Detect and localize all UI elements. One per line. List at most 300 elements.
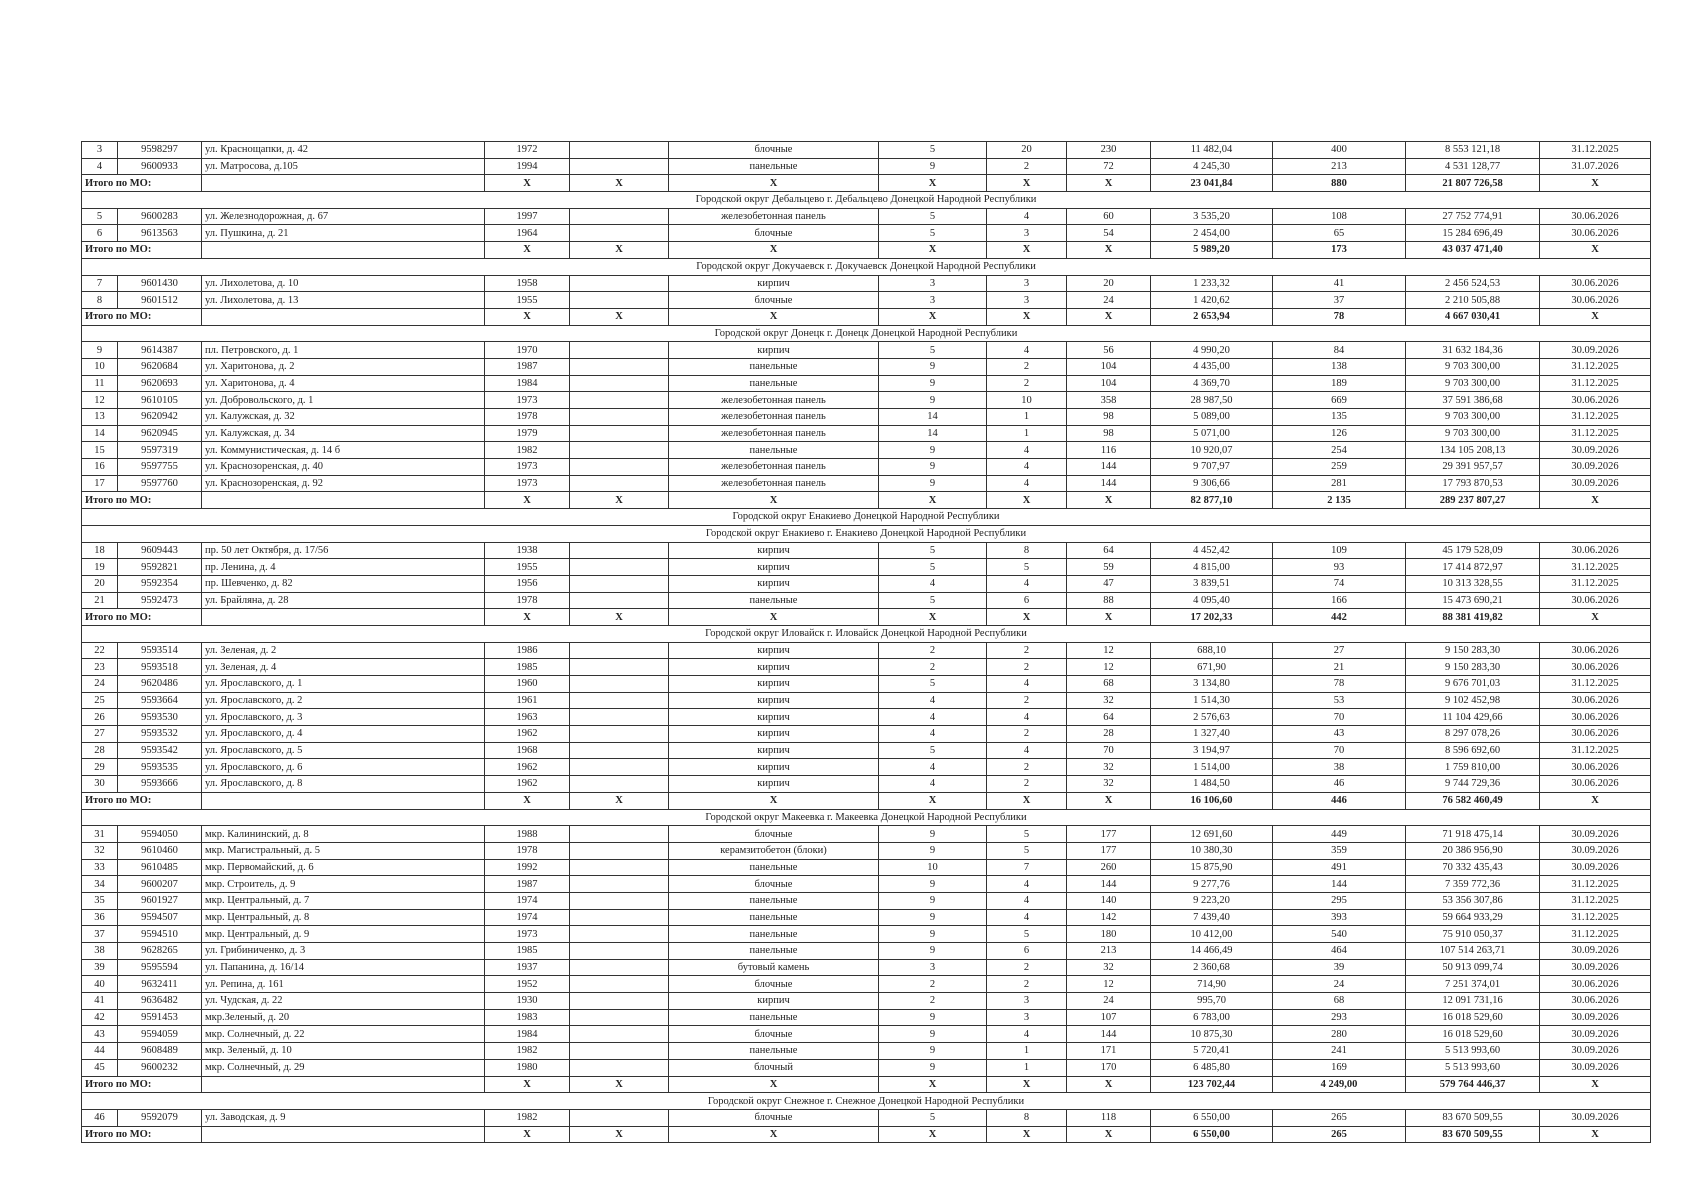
year-cell: 1987 (485, 876, 570, 893)
residents-cell: 109 (1273, 542, 1406, 559)
total-area-cell: 6 550,00 (1151, 1126, 1273, 1143)
x-mark: X (879, 175, 987, 192)
residents-cell: 70 (1273, 742, 1406, 759)
wall-material-cell: железобетонная панель (669, 208, 879, 225)
residents-cell: 24 (1273, 976, 1406, 993)
address-cell: ул. Лихолетова, д. 10 (202, 275, 485, 292)
entrances-cell: 4 (987, 909, 1067, 926)
entrances-cell: 7 (987, 859, 1067, 876)
floors-cell: 3 (879, 959, 987, 976)
wall-material-cell: блочный (669, 1059, 879, 1076)
total-row (82, 609, 1651, 626)
apartments-cell: 104 (1067, 358, 1151, 375)
entrances-cell: 5 (987, 842, 1067, 859)
row-number-cell: 38 (82, 943, 118, 960)
apartments-cell: 32 (1067, 692, 1151, 709)
house-id-cell: 9610460 (118, 842, 202, 859)
empty-cell (202, 792, 485, 809)
total-area-cell: 17 202,33 (1151, 609, 1273, 626)
apartments-cell: 68 (1067, 676, 1151, 693)
x-mark: X (485, 308, 570, 325)
house-id-cell: 9593535 (118, 759, 202, 776)
table-row (82, 1009, 1651, 1026)
cost-cell: 17 414 872,97 (1406, 559, 1540, 576)
address-cell: мкр. Солнечный, д. 22 (202, 1026, 485, 1043)
address-cell: пр. Шевченко, д. 82 (202, 575, 485, 592)
deadline-cell: 30.06.2026 (1540, 225, 1651, 242)
wall-material-cell: панельные (669, 892, 879, 909)
total-label: Итого по МО: (82, 175, 202, 192)
table-row (82, 742, 1651, 759)
empty-cell (570, 842, 669, 859)
wall-material-cell: панельные (669, 1009, 879, 1026)
wall-material-cell: кирпич (669, 676, 879, 693)
area-cell: 4 095,40 (1151, 592, 1273, 609)
apartments-cell: 70 (1067, 742, 1151, 759)
apartments-cell: 213 (1067, 943, 1151, 960)
year-cell: 1987 (485, 358, 570, 375)
area-cell: 6 485,80 (1151, 1059, 1273, 1076)
row-number-cell: 35 (82, 892, 118, 909)
deadline-cell: 30.09.2026 (1540, 1026, 1651, 1043)
apartments-cell: 20 (1067, 275, 1151, 292)
section-header-row (82, 192, 1651, 209)
entrances-cell: 5 (987, 926, 1067, 943)
table-row (82, 542, 1651, 559)
entrances-cell: 6 (987, 943, 1067, 960)
year-cell: 1985 (485, 659, 570, 676)
table-row (82, 876, 1651, 893)
area-cell: 5 720,41 (1151, 1043, 1273, 1060)
cost-cell: 7 251 374,01 (1406, 976, 1540, 993)
area-cell: 9 277,76 (1151, 876, 1273, 893)
floors-cell: 5 (879, 542, 987, 559)
row-number-cell: 7 (82, 275, 118, 292)
area-cell: 1 327,40 (1151, 726, 1273, 743)
wall-material-cell: панельные (669, 1043, 879, 1060)
house-id-cell: 9592821 (118, 559, 202, 576)
residents-cell: 37 (1273, 292, 1406, 309)
entrances-cell: 4 (987, 1026, 1067, 1043)
year-cell: 1988 (485, 826, 570, 843)
cost-cell: 16 018 529,60 (1406, 1026, 1540, 1043)
floors-cell: 5 (879, 559, 987, 576)
section-header-row (82, 809, 1651, 826)
floors-cell: 4 (879, 692, 987, 709)
cost-cell: 9 703 300,00 (1406, 409, 1540, 426)
x-mark: X (987, 308, 1067, 325)
year-cell: 1978 (485, 409, 570, 426)
apartments-cell: 64 (1067, 542, 1151, 559)
deadline-cell: 30.06.2026 (1540, 709, 1651, 726)
address-cell: ул. Грибиниченко, д. 3 (202, 943, 485, 960)
cost-cell: 53 356 307,86 (1406, 892, 1540, 909)
address-cell: ул. Матросова, д.105 (202, 158, 485, 175)
deadline-cell: 31.12.2025 (1540, 358, 1651, 375)
x-mark: X (1540, 1076, 1651, 1093)
deadline-cell: 30.06.2026 (1540, 275, 1651, 292)
table-row (82, 943, 1651, 960)
apartments-cell: 72 (1067, 158, 1151, 175)
empty-cell (202, 1076, 485, 1093)
total-area-cell: 123 702,44 (1151, 1076, 1273, 1093)
entrances-cell: 10 (987, 392, 1067, 409)
empty-cell (202, 308, 485, 325)
house-id-cell: 9600232 (118, 1059, 202, 1076)
cost-cell: 5 513 993,60 (1406, 1043, 1540, 1060)
x-mark: X (669, 492, 879, 509)
empty-cell (570, 542, 669, 559)
year-cell: 1984 (485, 1026, 570, 1043)
house-id-cell: 9620486 (118, 676, 202, 693)
empty-cell (570, 1009, 669, 1026)
empty-cell (570, 726, 669, 743)
floors-cell: 9 (879, 442, 987, 459)
row-number-cell: 15 (82, 442, 118, 459)
entrances-cell: 4 (987, 459, 1067, 476)
floors-cell: 9 (879, 392, 987, 409)
entrances-cell: 4 (987, 208, 1067, 225)
year-cell: 1970 (485, 342, 570, 359)
year-cell: 1974 (485, 909, 570, 926)
address-cell: мкр. Центральный, д. 9 (202, 926, 485, 943)
empty-cell (570, 358, 669, 375)
total-row (82, 792, 1651, 809)
deadline-cell: 30.06.2026 (1540, 592, 1651, 609)
address-cell: ул. Харитонова, д. 4 (202, 375, 485, 392)
table-row (82, 592, 1651, 609)
area-cell: 4 245,30 (1151, 158, 1273, 175)
table-row (82, 425, 1651, 442)
year-cell: 1972 (485, 142, 570, 159)
row-number-cell: 44 (82, 1043, 118, 1060)
deadline-cell: 30.06.2026 (1540, 726, 1651, 743)
year-cell: 1952 (485, 976, 570, 993)
empty-cell (570, 1109, 669, 1126)
x-mark: X (485, 175, 570, 192)
floors-cell: 2 (879, 642, 987, 659)
wall-material-cell: кирпич (669, 726, 879, 743)
section-header: Городской округ Макеевка г. Макеевка Донецкой Народной Республики (82, 809, 1651, 826)
total-cost-cell: 76 582 460,49 (1406, 792, 1540, 809)
cost-cell: 11 104 429,66 (1406, 709, 1540, 726)
deadline-cell: 30.09.2026 (1540, 1043, 1651, 1060)
house-id-cell: 9597319 (118, 442, 202, 459)
floors-cell: 9 (879, 1043, 987, 1060)
house-id-cell: 9636482 (118, 993, 202, 1010)
residents-cell: 21 (1273, 659, 1406, 676)
wall-material-cell: панельные (669, 859, 879, 876)
residents-cell: 38 (1273, 759, 1406, 776)
total-label: Итого по МО: (82, 308, 202, 325)
x-mark: X (485, 1126, 570, 1143)
row-number-cell: 28 (82, 742, 118, 759)
table-row (82, 826, 1651, 843)
deadline-cell: 31.12.2025 (1540, 425, 1651, 442)
area-cell: 6 783,00 (1151, 1009, 1273, 1026)
cost-cell: 8 553 121,18 (1406, 142, 1540, 159)
entrances-cell: 4 (987, 442, 1067, 459)
row-number-cell: 14 (82, 425, 118, 442)
residents-cell: 265 (1273, 1109, 1406, 1126)
address-cell: ул. Ярославского, д. 8 (202, 776, 485, 793)
deadline-cell: 30.09.2026 (1540, 959, 1651, 976)
wall-material-cell: кирпич (669, 776, 879, 793)
x-mark: X (669, 175, 879, 192)
residents-cell: 281 (1273, 475, 1406, 492)
apartments-cell: 144 (1067, 459, 1151, 476)
row-number-cell: 43 (82, 1026, 118, 1043)
wall-material-cell: блочные (669, 225, 879, 242)
wall-material-cell: кирпич (669, 642, 879, 659)
empty-cell (570, 1043, 669, 1060)
entrances-cell: 4 (987, 342, 1067, 359)
apartments-cell: 142 (1067, 909, 1151, 926)
row-number-cell: 16 (82, 459, 118, 476)
empty-cell (570, 442, 669, 459)
empty-cell (570, 926, 669, 943)
residents-cell: 74 (1273, 575, 1406, 592)
entrances-cell: 4 (987, 575, 1067, 592)
deadline-cell: 30.09.2026 (1540, 459, 1651, 476)
address-cell: ул. Добровольского, д. 1 (202, 392, 485, 409)
address-cell: мкр. Первомайский, д. 6 (202, 859, 485, 876)
cost-cell: 27 752 774,91 (1406, 208, 1540, 225)
house-id-cell: 9610105 (118, 392, 202, 409)
entrances-cell: 2 (987, 358, 1067, 375)
year-cell: 1960 (485, 676, 570, 693)
residents-cell: 39 (1273, 959, 1406, 976)
house-id-cell: 9592354 (118, 575, 202, 592)
deadline-cell: 31.12.2025 (1540, 409, 1651, 426)
year-cell: 1973 (485, 392, 570, 409)
x-mark: X (879, 492, 987, 509)
floors-cell: 5 (879, 1109, 987, 1126)
total-row (82, 242, 1651, 259)
apartments-cell: 98 (1067, 425, 1151, 442)
table-row (82, 892, 1651, 909)
house-id-cell: 9628265 (118, 943, 202, 960)
wall-material-cell: кирпич (669, 342, 879, 359)
row-number-cell: 6 (82, 225, 118, 242)
apartments-cell: 107 (1067, 1009, 1151, 1026)
floors-cell: 5 (879, 225, 987, 242)
apartments-cell: 144 (1067, 876, 1151, 893)
apartments-cell: 118 (1067, 1109, 1151, 1126)
entrances-cell: 4 (987, 676, 1067, 693)
area-cell: 671,90 (1151, 659, 1273, 676)
empty-cell (570, 692, 669, 709)
address-cell: мкр. Солнечный, д. 29 (202, 1059, 485, 1076)
residents-cell: 169 (1273, 1059, 1406, 1076)
wall-material-cell: кирпич (669, 659, 879, 676)
empty-cell (570, 375, 669, 392)
housing-register-table (81, 141, 1651, 1143)
entrances-cell: 2 (987, 959, 1067, 976)
address-cell: ул. Калужская, д. 34 (202, 425, 485, 442)
apartments-cell: 24 (1067, 292, 1151, 309)
address-cell: ул. Чудская, д. 22 (202, 993, 485, 1010)
apartments-cell: 177 (1067, 826, 1151, 843)
year-cell: 1958 (485, 275, 570, 292)
row-number-cell: 29 (82, 759, 118, 776)
wall-material-cell: кирпич (669, 993, 879, 1010)
address-cell: мкр. Строитель, д. 9 (202, 876, 485, 893)
total-row (82, 175, 1651, 192)
area-cell: 10 920,07 (1151, 442, 1273, 459)
residents-cell: 65 (1273, 225, 1406, 242)
entrances-cell: 3 (987, 993, 1067, 1010)
address-cell: ул. Брайляна, д. 28 (202, 592, 485, 609)
address-cell: ул. Ярославского, д. 6 (202, 759, 485, 776)
cost-cell: 8 297 078,26 (1406, 726, 1540, 743)
floors-cell: 5 (879, 142, 987, 159)
row-number-cell: 39 (82, 959, 118, 976)
apartments-cell: 12 (1067, 976, 1151, 993)
table-row (82, 659, 1651, 676)
house-id-cell: 9610485 (118, 859, 202, 876)
empty-cell (570, 475, 669, 492)
x-mark: X (1067, 1126, 1151, 1143)
address-cell: ул. Краснозоренская, д. 40 (202, 459, 485, 476)
deadline-cell: 30.06.2026 (1540, 659, 1651, 676)
year-cell: 1997 (485, 208, 570, 225)
apartments-cell: 104 (1067, 375, 1151, 392)
deadline-cell: 30.09.2026 (1540, 1109, 1651, 1126)
x-mark: X (485, 792, 570, 809)
empty-cell (570, 676, 669, 693)
row-number-cell: 30 (82, 776, 118, 793)
cost-cell: 29 391 957,57 (1406, 459, 1540, 476)
area-cell: 6 550,00 (1151, 1109, 1273, 1126)
area-cell: 9 223,20 (1151, 892, 1273, 909)
wall-material-cell: блочные (669, 876, 879, 893)
table-row (82, 859, 1651, 876)
house-id-cell: 9594050 (118, 826, 202, 843)
address-cell: ул. Калужская, д. 32 (202, 409, 485, 426)
apartments-cell: 260 (1067, 859, 1151, 876)
residents-cell: 400 (1273, 142, 1406, 159)
x-mark: X (669, 792, 879, 809)
year-cell: 1982 (485, 1043, 570, 1060)
total-row (82, 1076, 1651, 1093)
section-header: Городской округ Снежное г. Снежное Донецкой Народной Республики (82, 1093, 1651, 1110)
address-cell: ул. Железнодорожная, д. 67 (202, 208, 485, 225)
total-cost-cell: 83 670 509,55 (1406, 1126, 1540, 1143)
residents-cell: 68 (1273, 993, 1406, 1010)
house-id-cell: 9593518 (118, 659, 202, 676)
deadline-cell: 30.06.2026 (1540, 692, 1651, 709)
floors-cell: 9 (879, 926, 987, 943)
cost-cell: 1 759 810,00 (1406, 759, 1540, 776)
total-label: Итого по МО: (82, 1126, 202, 1143)
row-number-cell: 20 (82, 575, 118, 592)
entrances-cell: 1 (987, 1059, 1067, 1076)
address-cell: ул. Папанина, д. 16/14 (202, 959, 485, 976)
apartments-cell: 28 (1067, 726, 1151, 743)
empty-cell (570, 776, 669, 793)
entrances-cell: 4 (987, 876, 1067, 893)
x-mark: X (879, 1076, 987, 1093)
x-mark: X (669, 242, 879, 259)
row-number-cell: 36 (82, 909, 118, 926)
address-cell: пр. 50 лет Октября, д. 17/56 (202, 542, 485, 559)
total-area-cell: 2 653,94 (1151, 308, 1273, 325)
house-id-cell: 9591453 (118, 1009, 202, 1026)
floors-cell: 9 (879, 459, 987, 476)
table-row (82, 559, 1651, 576)
wall-material-cell: панельные (669, 375, 879, 392)
house-id-cell: 9600933 (118, 158, 202, 175)
row-number-cell: 32 (82, 842, 118, 859)
table-row (82, 1109, 1651, 1126)
entrances-cell: 4 (987, 742, 1067, 759)
apartments-cell: 180 (1067, 926, 1151, 943)
cost-cell: 9 703 300,00 (1406, 358, 1540, 375)
entrances-cell: 1 (987, 1043, 1067, 1060)
empty-cell (570, 943, 669, 960)
row-number-cell: 11 (82, 375, 118, 392)
floors-cell: 5 (879, 676, 987, 693)
wall-material-cell: железобетонная панель (669, 459, 879, 476)
house-id-cell: 9597755 (118, 459, 202, 476)
x-mark: X (1540, 308, 1651, 325)
empty-cell (570, 659, 669, 676)
residents-cell: 93 (1273, 559, 1406, 576)
address-cell: ул. Ярославского, д. 1 (202, 676, 485, 693)
cost-cell: 8 596 692,60 (1406, 742, 1540, 759)
table-row (82, 358, 1651, 375)
residents-cell: 295 (1273, 892, 1406, 909)
apartments-cell: 116 (1067, 442, 1151, 459)
wall-material-cell: блочные (669, 826, 879, 843)
floors-cell: 5 (879, 592, 987, 609)
deadline-cell: 31.12.2025 (1540, 909, 1651, 926)
house-id-cell: 9600283 (118, 208, 202, 225)
floors-cell: 9 (879, 876, 987, 893)
table-row (82, 692, 1651, 709)
address-cell: ул. Харитонова, д. 2 (202, 358, 485, 375)
section-header: Городской округ Донецк г. Донецк Донецкой Народной Республики (82, 325, 1651, 342)
section-header: Городской округ Иловайск г. Иловайск Донецкой Народной Республики (82, 625, 1651, 642)
row-number-cell: 13 (82, 409, 118, 426)
empty-cell (570, 742, 669, 759)
section-header-row (82, 525, 1651, 542)
house-id-cell: 9601927 (118, 892, 202, 909)
x-mark: X (485, 242, 570, 259)
residents-cell: 126 (1273, 425, 1406, 442)
x-mark: X (987, 1076, 1067, 1093)
empty-cell (570, 225, 669, 242)
cost-cell: 9 150 283,30 (1406, 659, 1540, 676)
house-id-cell: 9620945 (118, 425, 202, 442)
year-cell: 1983 (485, 1009, 570, 1026)
deadline-cell: 30.06.2026 (1540, 642, 1651, 659)
deadline-cell: 30.09.2026 (1540, 842, 1651, 859)
table-row (82, 842, 1651, 859)
entrances-cell: 2 (987, 692, 1067, 709)
cost-cell: 2 456 524,53 (1406, 275, 1540, 292)
cost-cell: 17 793 870,53 (1406, 475, 1540, 492)
cost-cell: 9 102 452,98 (1406, 692, 1540, 709)
empty-cell (570, 409, 669, 426)
x-mark: X (1540, 609, 1651, 626)
cost-cell: 7 359 772,36 (1406, 876, 1540, 893)
year-cell: 1985 (485, 943, 570, 960)
empty-cell (570, 342, 669, 359)
apartments-cell: 144 (1067, 1026, 1151, 1043)
empty-cell (202, 492, 485, 509)
